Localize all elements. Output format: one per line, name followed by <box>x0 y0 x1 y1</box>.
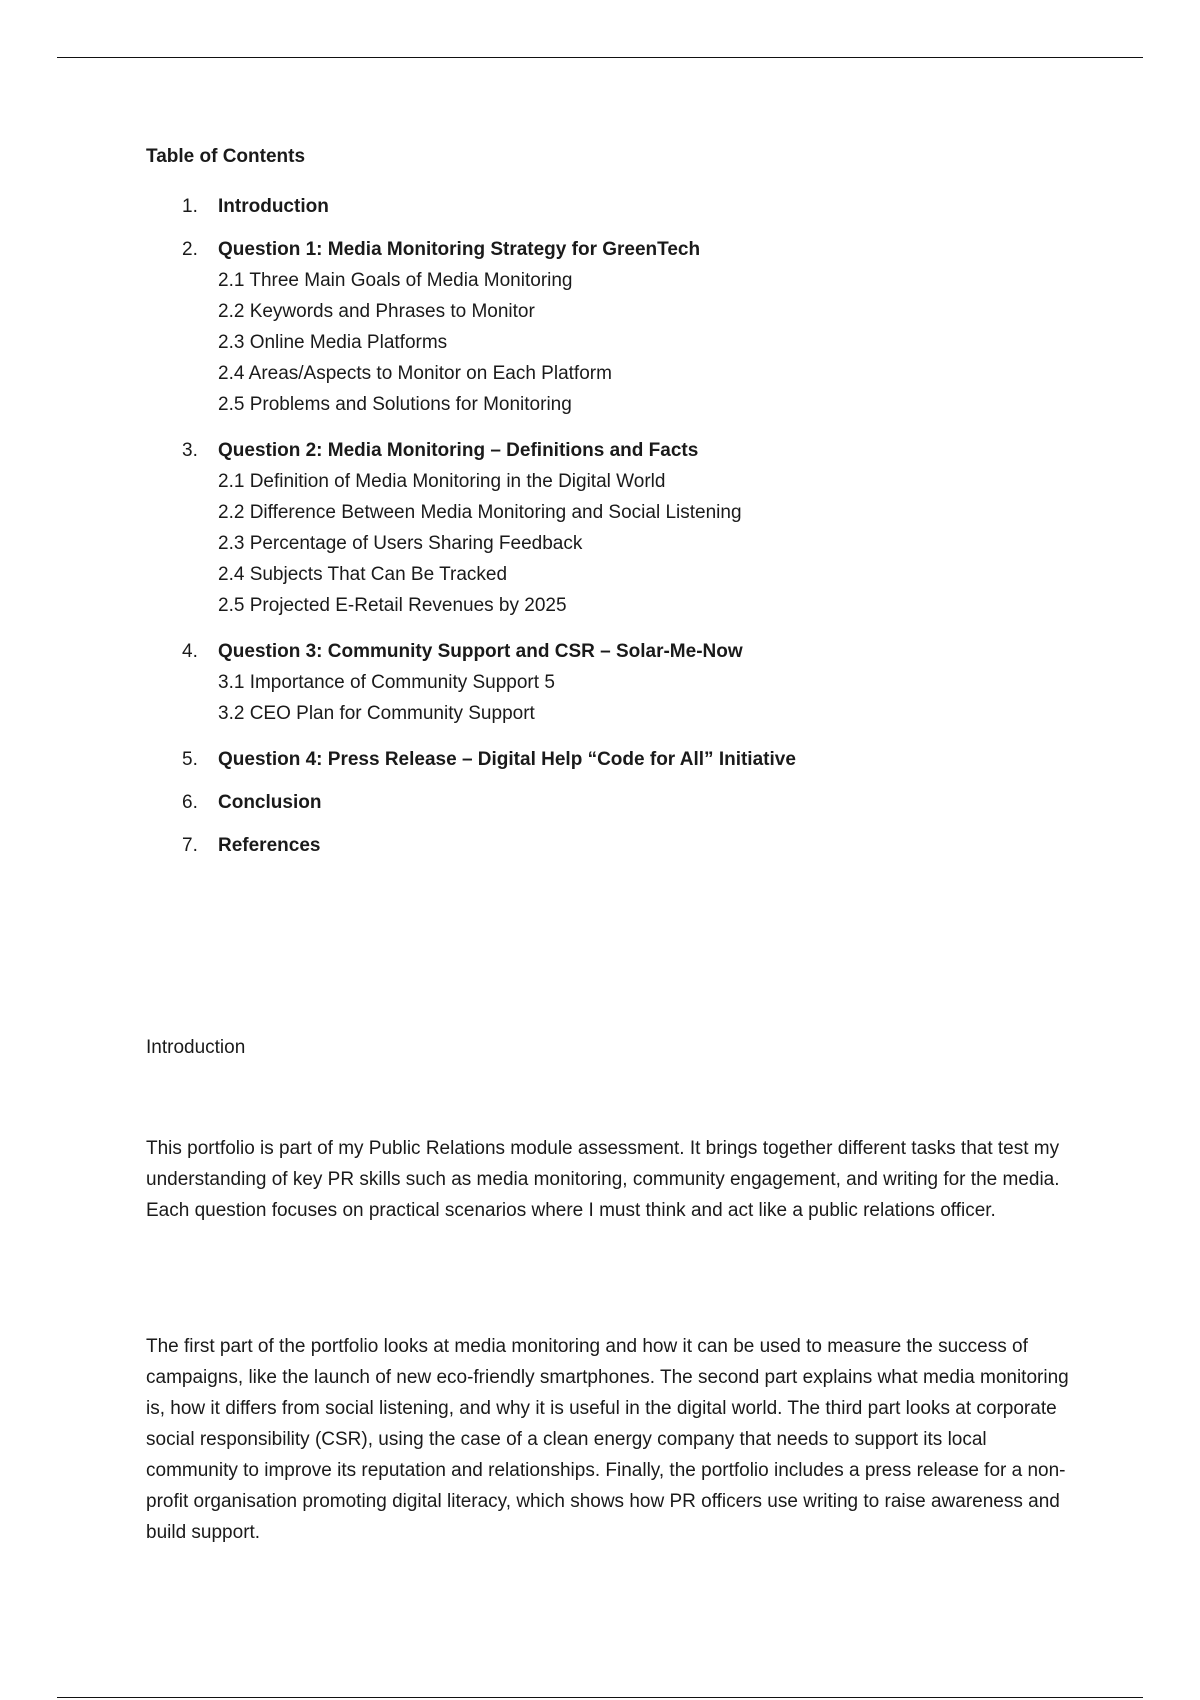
toc-item-number: 3. <box>182 440 198 461</box>
footer-rule <box>57 1697 1143 1698</box>
toc-subitems <box>218 667 1066 729</box>
toc-subitem: 2.2 Difference Between Media Monitoring and Social Listening <box>218 502 742 523</box>
introduction-paragraph-2: The first part of the portfolio looks at media monitoring and how it can be used to measure the success of campaigns, like the launch of new eco-friendly smartphones. The second part explains what media monitoring is, how it differs from social listening, and why it is useful in the digital world. The third part looks at corporate social responsibility (CSR), using the case of a clean energy company that needs to support its local community to improve its reputation and relationships. Finally, the portfolio includes a press release for a non-profit organisation promoting digital literacy, which shows how PR officers use writing to raise awareness and build support. <box>146 1336 1069 1543</box>
toc-subitem: 2.1 Three Main Goals of Media Monitoring <box>218 270 573 291</box>
document-body <box>146 145 1066 877</box>
toc-subitem: 2.3 Online Media Platforms <box>218 332 448 353</box>
toc-subitem: 2.1 Definition of Media Monitoring in the Digital World <box>218 471 666 492</box>
toc-item-number: 2. <box>182 239 198 260</box>
toc-subitem: 2.2 Keywords and Phrases to Monitor <box>218 301 535 322</box>
toc-subitem: 2.3 Percentage of Users Sharing Feedback <box>218 533 583 554</box>
toc-item <box>146 640 1066 729</box>
toc-item-number: 5. <box>182 749 198 770</box>
toc-item-number: 4. <box>182 641 198 662</box>
toc-subitem: 2.4 Areas/Aspects to Monitor on Each Platform <box>218 363 612 384</box>
toc-subitem: 3.1 Importance of Community Support 5 <box>218 672 555 693</box>
toc-subitem: 2.5 Problems and Solutions for Monitoring <box>218 394 572 415</box>
toc-item <box>146 195 1066 219</box>
toc-item-label: Question 3: Community Support and CSR – Solar-Me-Now <box>218 641 743 662</box>
toc-subitem: 2.4 Subjects That Can Be Tracked <box>218 564 508 585</box>
toc-subitem: 2.5 Projected E-Retail Revenues by 2025 <box>218 595 567 616</box>
toc-item-number: 1. <box>182 196 198 217</box>
toc-item <box>146 238 1066 420</box>
toc-item <box>146 748 1066 772</box>
introduction-heading: Introduction <box>146 1037 246 1058</box>
toc-item-label: Conclusion <box>218 792 322 813</box>
toc-subitem: 3.2 CEO Plan for Community Support <box>218 703 535 724</box>
toc-item-label: Question 2: Media Monitoring – Definitions and Facts <box>218 440 699 461</box>
toc-subitems <box>218 265 1066 420</box>
toc-item <box>146 791 1066 815</box>
toc-item-number: 7. <box>182 835 198 856</box>
toc-item <box>146 834 1066 858</box>
toc-item-label: Question 1: Media Monitoring Strategy for GreenTech <box>218 239 701 260</box>
toc-item-number: 6. <box>182 792 198 813</box>
toc-title: Table of Contents <box>146 146 306 167</box>
toc-item <box>146 439 1066 621</box>
toc-list <box>146 195 1066 858</box>
toc-subitems <box>218 466 1066 621</box>
header-rule <box>57 57 1143 58</box>
toc-item-label: Question 4: Press Release – Digital Help “Code for All” Initiative <box>218 749 796 770</box>
toc-item-label: Introduction <box>218 196 329 217</box>
toc-item-label: References <box>218 835 321 856</box>
introduction-paragraph-1: This portfolio is part of my Public Relations module assessment. It brings together different tasks that test my understanding of key PR skills such as media monitoring, community engagement, and writing for the media. Each question focuses on practical scenarios where I must think and act like a public relations officer. <box>146 1138 1060 1221</box>
